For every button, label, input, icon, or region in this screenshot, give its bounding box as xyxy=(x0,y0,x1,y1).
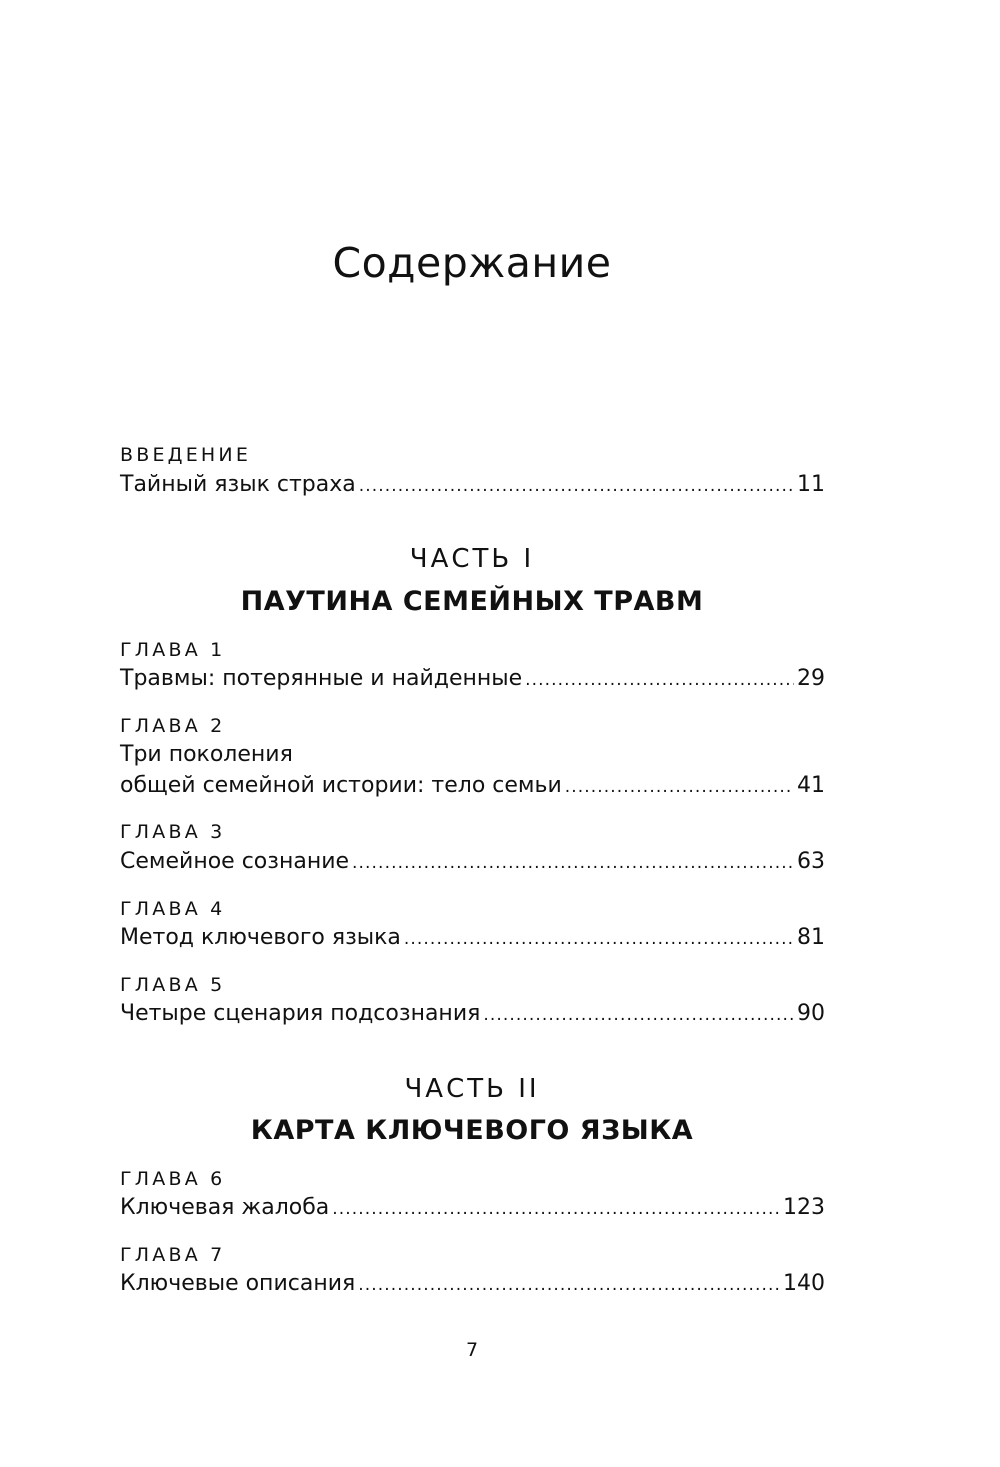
dot-leader xyxy=(565,771,794,803)
entry-page-number: 63 xyxy=(797,849,825,874)
page-number: 7 xyxy=(465,1339,479,1361)
chapter-2-label: ГЛАВА 2 xyxy=(120,715,226,737)
intro-label: ВВЕДЕНИЕ xyxy=(120,444,252,466)
toc-entry-chapter-1[interactable] xyxy=(120,663,825,695)
entry-page-number: 123 xyxy=(783,1195,825,1220)
part-1-label: ЧАСТЬ I xyxy=(409,544,535,574)
entry-page-number: 11 xyxy=(797,472,825,497)
dot-leader xyxy=(358,1269,780,1301)
entry-page-number: 90 xyxy=(797,1001,825,1026)
entry-title: Метод ключевого языка xyxy=(120,925,401,950)
chapter-4-label: ГЛАВА 4 xyxy=(120,898,226,920)
toc-entry-intro[interactable] xyxy=(120,469,825,501)
dot-leader xyxy=(404,923,794,955)
entry-page-number: 29 xyxy=(797,666,825,691)
chapter-1-label: ГЛАВА 1 xyxy=(120,639,226,661)
toc-entry-chapter-5[interactable] xyxy=(120,998,825,1030)
toc-entry-chapter-7[interactable] xyxy=(120,1268,825,1300)
entry-page-number: 140 xyxy=(783,1271,825,1296)
chapter-5-label: ГЛАВА 5 xyxy=(120,974,226,996)
toc-entry-chapter-2[interactable] xyxy=(120,770,825,802)
entry-title: Семейное сознание xyxy=(120,849,350,874)
entry-page-number: 41 xyxy=(797,773,825,798)
part-1-title: ПАУТИНА СЕМЕЙНЫХ ТРАВМ xyxy=(240,586,704,617)
entry-title: Тайный язык страха xyxy=(120,472,356,497)
part-2-title: КАРТА КЛЮЧЕВОГО ЯЗЫКА xyxy=(250,1115,694,1146)
entry-title: Четыре сценария подсознания xyxy=(120,1001,481,1026)
dot-leader xyxy=(359,470,794,502)
toc-entry-chapter-4[interactable] xyxy=(120,922,825,954)
toc-entry-chapter-6[interactable] xyxy=(120,1192,825,1224)
page-title: Содержание xyxy=(332,239,612,287)
toc-entry-chapter-3[interactable] xyxy=(120,846,825,878)
entry-title: Ключевая жалоба xyxy=(120,1195,330,1220)
part-2-label: ЧАСТЬ II xyxy=(404,1074,540,1104)
entry-title: общей семейной истории: тело семьи xyxy=(120,773,562,798)
dot-leader xyxy=(483,999,794,1031)
entry-page-number: 81 xyxy=(797,925,825,950)
entry-title: Травмы: потерянные и найденные xyxy=(120,666,523,691)
chapter-7-label: ГЛАВА 7 xyxy=(120,1244,226,1266)
chapter-2-title-line1[interactable]: Три поколения xyxy=(120,742,293,767)
dot-leader xyxy=(352,847,794,879)
dot-leader xyxy=(332,1193,780,1225)
entry-title: Ключевые описания xyxy=(120,1271,356,1296)
chapter-6-label: ГЛАВА 6 xyxy=(120,1168,226,1190)
chapter-3-label: ГЛАВА 3 xyxy=(120,821,226,843)
dot-leader xyxy=(525,664,794,696)
